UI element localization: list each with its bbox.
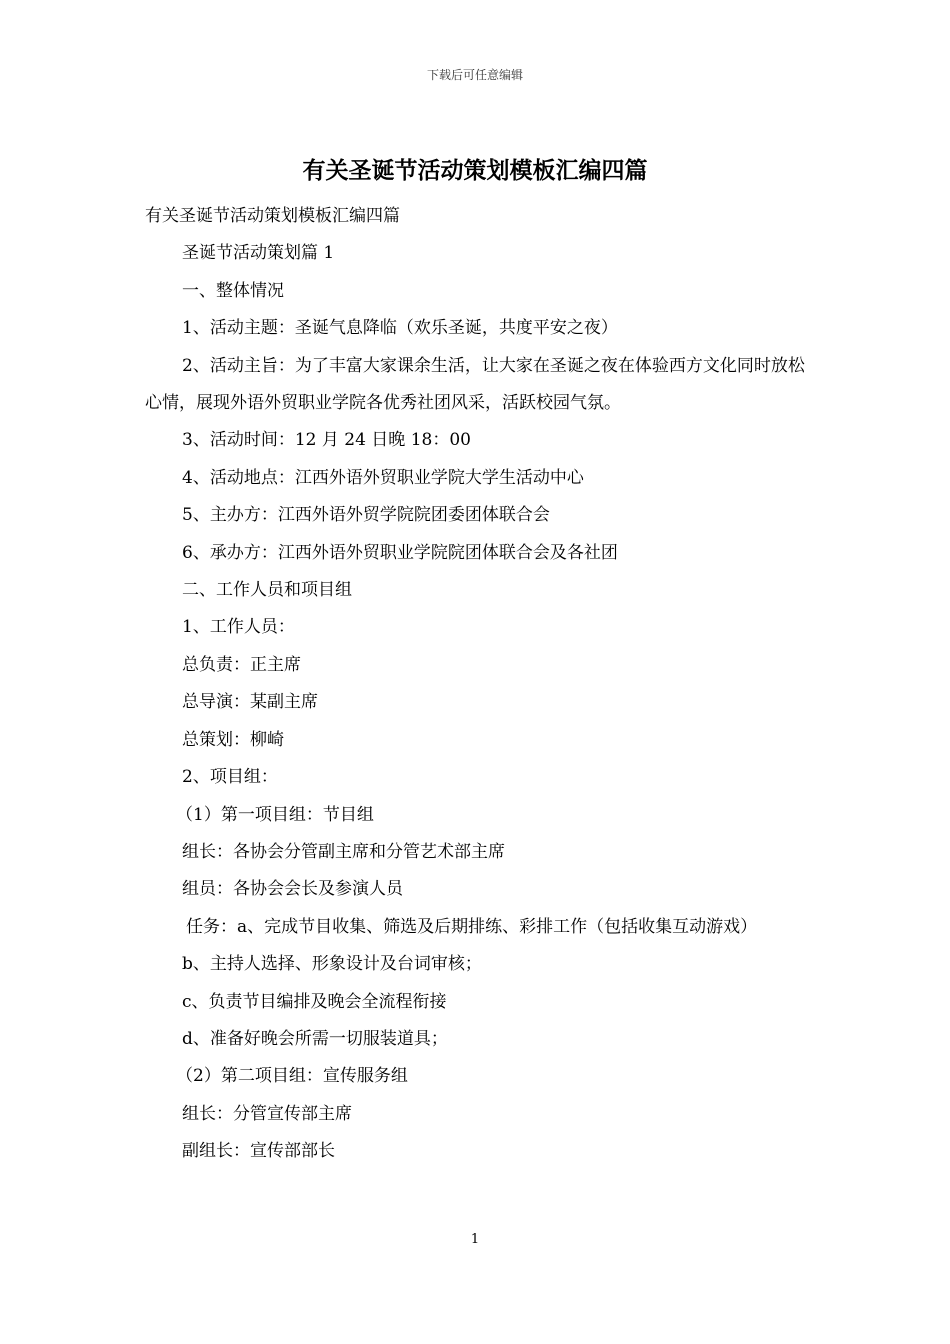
paragraph-line: 副组长：宣传部部长 [182,1141,335,1162]
paragraph-line: （2）第二项目组：宣传服务组 [176,1066,408,1087]
paragraph-line: 任务：a、完成节目收集、筛选及后期排练、彩排工作（包括收集互动游戏） [186,916,758,937]
paragraph-line: 1、活动主题：圣诞气息降临（欢乐圣诞，共度平安之夜） [182,318,618,339]
paragraph-line: 一、整体情况 [182,280,284,301]
paragraph-line: 总负责：正主席 [182,654,301,675]
paragraph-line: b、主持人选择、形象设计及台词审核； [182,954,482,975]
paragraph-line: （1）第一项目组：节目组 [176,804,374,825]
section-heading: 圣诞节活动策划篇 1 [182,243,335,264]
paragraph-line: 组员：各协会会长及参演人员 [182,879,403,900]
subtitle-line: 有关圣诞节活动策划模板汇编四篇 [145,206,400,226]
document-title: 有关圣诞节活动策划模板汇编四篇 [302,157,648,184]
paragraph-line: 5、主办方：江西外语外贸学院院团委团体联合会 [182,505,550,526]
paragraph-line: 组长：各协会分管副主席和分管艺术部主席 [182,841,505,862]
paragraph-line: 二、工作人员和项目组 [182,580,352,601]
paragraph-line: 组长：分管宣传部主席 [182,1103,352,1124]
paragraph-line: 4、活动地点：江西外语外贸职业学院大学生活动中心 [182,467,584,488]
paragraph-line: 2、活动主旨：为了丰富大家课余生活，让大家在圣诞之夜在体验西方文化同时放松心情，展现外语外贸职业学院各优秀社团风采，活跃校园气氛。 [145,355,805,414]
paragraph-line: d、准备好晚会所需一切服装道具； [182,1028,448,1049]
paragraph-line: c、负责节目编排及晚会全流程衔接 [182,991,447,1012]
document-body [145,198,810,1171]
paragraph-line: 1、工作人员： [182,617,295,638]
page-header: 下载后可任意编辑 [426,68,523,82]
paragraph-line: 总导演：某副主席 [182,692,318,713]
paragraph-line: 2、项目组： [182,767,278,788]
paragraph-line: 6、承办方：江西外语外贸职业学院院团体联合会及各社团 [182,542,618,563]
page-number: 1 [470,1232,480,1247]
paragraph-line: 3、活动时间：12 月 24 日晚 18：00 [182,430,471,451]
paragraph-line: 总策划：柳崎 [182,729,284,750]
